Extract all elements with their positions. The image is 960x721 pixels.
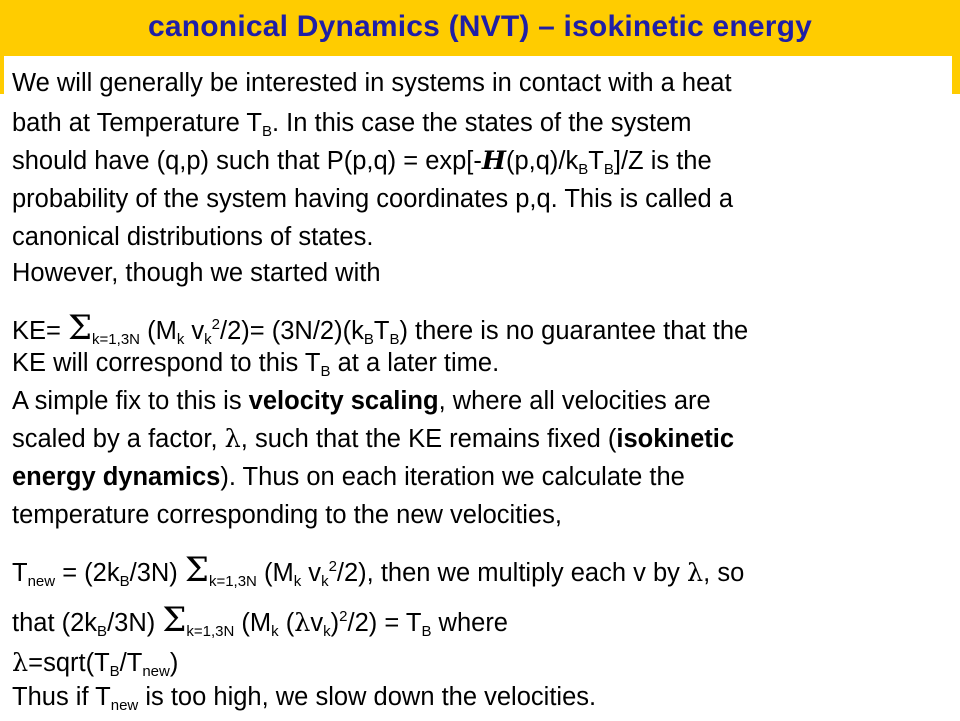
text-line: Thus if $T_{new}$ is too high, we slow down the velocities.	[12, 683, 597, 714]
lambda-symbol: λ	[224, 424, 241, 454]
text-line: bath at Temperature $T_B$. In this case the states of the system	[12, 109, 692, 140]
text-line: We will generally be interested in systems in contact with a heat	[12, 69, 732, 97]
text-line: However, though we started with	[12, 259, 381, 287]
text-line: temperature corresponding to the new velocities,	[12, 501, 562, 529]
sigma-symbol: Σ	[184, 550, 209, 590]
sigma-symbol: Σ	[162, 600, 187, 640]
equation-line: that $(2k_B/3N)$ $\Sigma_{k=1,3N}$ ($M_k$ $(\lambda v_k)^2/2) = T_B$ where	[12, 600, 508, 640]
text-line: canonical distributions of states.	[12, 223, 374, 251]
slide-body	[4, 56, 952, 720]
lambda-symbol: λ	[12, 648, 29, 678]
equation-line: $KE= \Sigma_{k=1,3N}$ ($M_k$ $v_k^2/2)= (3N/2)(k_BT_B)$ there is no guarantee that the	[12, 308, 749, 348]
text-line: energy dynamics). Thus on each iteration we calculate the	[12, 463, 685, 491]
equation-line: $\lambda=sqrt(T_B/T_{new})$	[12, 648, 179, 680]
text-line: scaled by a factor, λ, such that the KE remains fixed (isokinetic	[12, 424, 735, 454]
sigma-symbol: Σ	[68, 308, 93, 348]
text-line: A simple fix to this is velocity scaling, where all velocities are	[12, 387, 711, 415]
text-line: KE will correspond to this $T_B$ at a later time.	[12, 349, 500, 380]
lambda-symbol: λ	[686, 558, 704, 588]
hamiltonian-symbol: H	[481, 146, 506, 176]
equation-line: $T_{new} = (2k_B/3N)$ $\Sigma_{k=1,3N}$ ($M_k$ $v_k^2/2$), then we multiply each v by λ, so	[12, 550, 745, 590]
lambda-symbol: λ	[294, 608, 311, 638]
text-line: probability of the system having coordinates p,q. This is called a	[12, 185, 733, 213]
text-line: should have (q,p) such that $P(p,q) = \exp[-H(p,q)/k_BT_B]/Z$ is the	[12, 146, 712, 178]
slide-title: canonical Dynamics (NVT) – isokinetic energy	[147, 10, 813, 43]
